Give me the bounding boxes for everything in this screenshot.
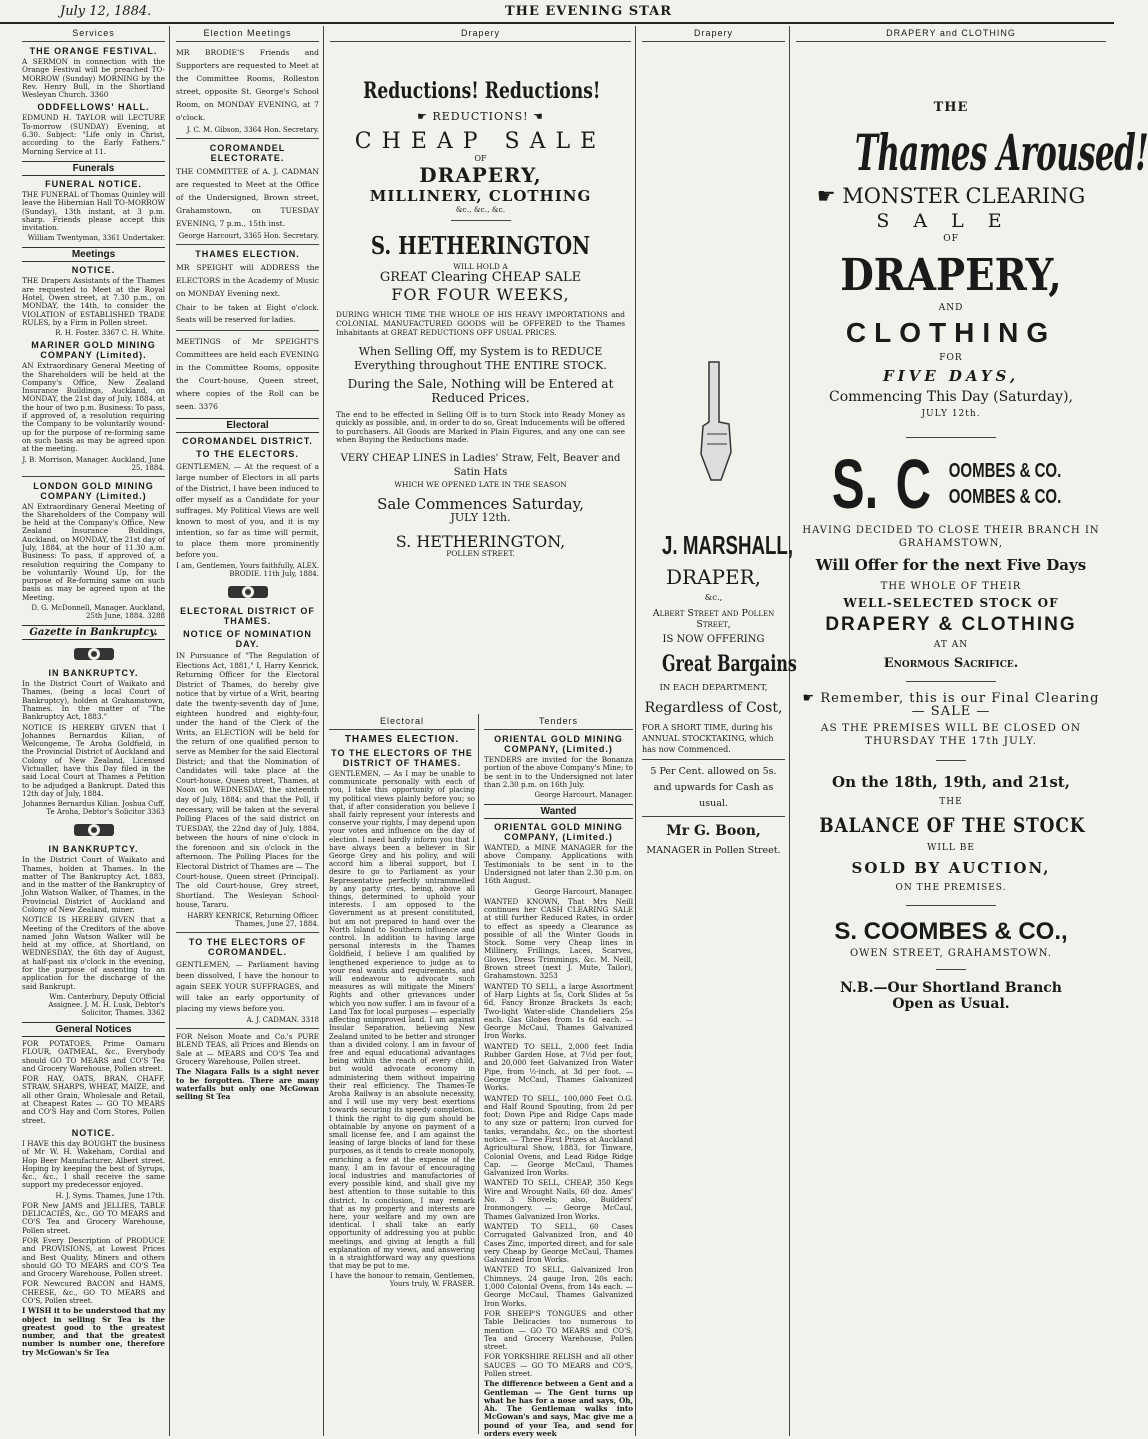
sold-by-auction: SOLD BY AUCTION,	[851, 859, 1051, 877]
speight-notice: MR SPEIGHT will ADDRESS the ELECTORS in the Academy of Music on MONDAY Evening next.	[176, 263, 319, 298]
general-notices-header: General Notices	[22, 1022, 165, 1037]
wanted-6: WANTED TO SELL, 60 Cases Corrugated Galvanized Iron, and 40 Cases Zinc, imported direct, and for sale very Cheap by George McCaul, Thames Galvanized Iron Works.	[484, 1221, 633, 1265]
premises-closed: AS THE PREMISES WILL BE CLOSED ON THURSDAY THE 17th JULY.	[820, 722, 1082, 747]
coombes-initial-s: S.	[831, 445, 878, 523]
divider	[451, 220, 511, 221]
brodie-letter-close: I am, Gentlemen, Yours faithfully, ALEX. BRODIE. 11th July, 1884.	[176, 562, 319, 578]
cheap-sale: CHEAP SALE	[354, 129, 607, 154]
thames-election-title: THAMES ELECTION.	[195, 249, 300, 259]
funerals-header: Funerals	[22, 161, 165, 176]
brodie-signature: J. C. M. Gibson, 3364 Hon. Secretary.	[186, 126, 319, 134]
tenders-wanted-subcolumn	[481, 714, 636, 1439]
general-notice-3: FOR New JAMS and JELLIES, TABLE DELICACIES, &c., GO TO MEARS and CO'S Tea and Grocery Warehouse, Pollen street.	[22, 1200, 165, 1235]
commencing: Commencing This Day (Saturday),	[828, 389, 1073, 405]
bankruptcy-2-text: In the District Court of Waikato and Thames, holden at Thames. In the matter of The Bankruptcy Act, 1883, and in the matter of the Bankruptcy of John Watson Walker, of Thames, in the Provincial District of Auckland and Colony of New Zealand, miner.	[22, 855, 165, 914]
section-header-drapery-clothing: DRAPERY and CLOTHING	[796, 26, 1106, 42]
notice-title: NOTICE.	[71, 265, 116, 276]
gazette-header: Gazette in Bankruptcy.	[22, 625, 165, 640]
stocktaking-notice: FOR A SHORT TIME, during his ANNUAL STOCKTAKING, which has now Commenced.	[642, 723, 774, 754]
pointing-hand-icon: ☛	[417, 110, 433, 123]
funeral-signature: William Twentyman, 3361 Undertaker.	[27, 234, 165, 243]
notice-2-title: NOTICE.	[71, 1127, 116, 1138]
at-an: AT AN	[933, 640, 969, 650]
column-services	[18, 26, 170, 1436]
notice-signature: R. H. Foster. 3367 C. H. White.	[55, 329, 165, 338]
niagara-notice: The Niagara Falls is a sight never to be forgotten. There are many waterfalls but only one McGowan selling St Tea	[176, 1067, 319, 1102]
electoral-district-thames-title: ELECTORAL DISTRICT OF THAMES.	[180, 606, 315, 626]
general-notice-1: FOR POTATOES, Prime Oamaru FLOUR, OATMEAL, &c., Everybody should GO TO MEARS and CO'S Tea and Grocery Warehouse, Pollen street.	[22, 1038, 165, 1073]
london-signature: D. G. McDonnell, Manager. Auckland, 25th June, 1884. 3288	[31, 604, 165, 621]
having-decided: HAVING DECIDED TO CLOSE THEIR BRANCH IN GRAHAMSTOWN,	[802, 525, 1100, 549]
coombes-line-1: OOMBES & CO.	[949, 460, 1062, 482]
london-title: LONDON GOLD MINING COMPANY (Limited.)	[33, 480, 154, 501]
oddfellows-text: EDMUND H. TAYLOR will LECTURE To-morrow (SUNDAY) Evening, at 6.30. Subject: "Life only in Christ, according to the Early Fathers." Morning Service at 11.	[22, 113, 165, 156]
pointing-hand-icon: ☚	[528, 110, 544, 123]
cash-discount: 5 Per Cent. allowed on 5s. and upwards for Cash as usual.	[650, 766, 777, 809]
for-label: FOR	[939, 353, 963, 363]
sale-date: JULY 12th.	[450, 511, 511, 525]
pointing-hand-icon	[689, 362, 739, 482]
speight-notice-2: Chair to be taken at Eight o'clock. Seats will be reserved for ladies.	[176, 303, 319, 324]
whole-of-their: THE WHOLE OF THEIR	[880, 581, 1022, 592]
divider	[642, 759, 785, 760]
cadman-committee-notice: THE COMMITTEE of A. J. CADMAN are requested to Meet at the Office of the Undersigned, Brown street, Grahamstown, on TUESDAY EVENING, 7 p.m., 15th inst.	[176, 167, 319, 228]
now-offering: IS NOW OFFERING	[662, 634, 765, 645]
of-label: OF	[474, 154, 487, 163]
monster-clearing	[796, 184, 1106, 208]
notice-2-text: I HAVE this day BOUGHT the business of Mr W. H. Wakeham, Cordial and Hop Beer Manufacturer, Albert street. Hoping by keeping the best of Syrups, &c., &c., I shall receive the same support my predecessor enjoyed.	[22, 1138, 165, 1190]
five-days: FIVE DAYS,	[882, 367, 1020, 385]
divider	[176, 138, 319, 139]
divider	[906, 437, 996, 438]
nomination-notice: IN Pursuance of "The Regulation of Elections Act, 1881," I, Harry Kenrick, Returning Officer for the Electoral District of Thames, do hereby give notice that by virtue of a Writ, bearing date the twenty-seventh day of June, eighteen hundred and eighty-four, under the hand of the Clerk of the Writs, an ELECTION will be held for the return of one qualified person to serve as Member for the said Electoral District; and that the Nomination of Candidates will take place at the Court-house, Queen street, Thames, at Noon on WEDNESDAY, the sixteenth day of July, 1884; and that the Poll, if necessary, will be taken at the several Polling Places of the said district on TUESDAY, the 22nd day of July, 1884, between the hours of nine o'clock in the forenoon and six o'clock in the afternoon. The Polling Places for the Electoral District of Thames are — The Court-house, Queen street (Principal). The old Court-house, Grey street, Shortland. The Wesleyan School-house, Tararu.	[176, 651, 319, 910]
during-sale: During the Sale, Nothing will be Entered at Reduced Prices.	[347, 376, 614, 405]
notice-2-signature: H. J. Syms. Thames, June 17th.	[55, 1191, 165, 1200]
wanted-1: WANTED KNOWN, That Mrs Neill continues her CASH CLEARING SALE at still further Reduced Rates, in order to effect as speedy a Clearance as possible of all the Winter Goods in Stock. Some very Cheap lines in Millinery, Frillings, Laces, Scarves, Gloves, Dress Trimmings, &c. M. Neill, Brown street (next J. Mute, Tailor), Grahamstown. 3253	[484, 896, 633, 981]
drapery-label: DRAPERY,	[419, 163, 542, 187]
enormous-sacrifice: Enormous Sacrifice.	[883, 656, 1019, 671]
pointing-hand-icon: ☛	[816, 184, 843, 208]
divider	[22, 476, 165, 477]
divider	[176, 244, 319, 245]
wanted-7: WANTED TO SELL, Galvanized Iron Chimneys, 24 gauge Iron, 20s each; 1,000 Colonial Ovens, from 14s each. — George McCaul, Thames Galvanized Iron Works.	[484, 1265, 633, 1308]
etc-label: &c., &c., &c.	[455, 205, 506, 214]
great-clearing: GREAT Clearing CHEAP SALE	[379, 270, 582, 285]
wanted-5: WANTED TO SELL, CHEAP, 350 Kegs Wire and Wrought Nails, 60 doz. Ames' No. 3 Shovels; also, Builders' Ironmongery. — George McCaul, Thames Galvanized Iron Works.	[484, 1178, 633, 1221]
electoral-subcolumn	[326, 714, 479, 1434]
draper-label: DRAPER,	[665, 565, 761, 589]
pointing-hand-icon: ☛	[802, 691, 821, 706]
the-label-2: THE	[939, 797, 963, 807]
meetings-header: Meetings	[22, 247, 165, 262]
balance-of-stock: BALANCE OF THE STOCK	[819, 813, 1086, 837]
masthead-title: THE EVENING STAR	[505, 4, 673, 19]
funeral-text: THE FUNERAL of Thomas Quinley will leave the Hibernian Hall TO-MORROW (Sunday), 13th instant, at 3 p.m. sharp. Friends please accept this invitation.	[22, 189, 165, 233]
owen-street: OWEN STREET, GRAHAMSTOWN.	[849, 948, 1053, 959]
shortland-branch: N.B.—Our Shortland Branch Open as Usual.	[840, 980, 1062, 1012]
section-header-services: Services	[22, 26, 165, 42]
reductions-text: REDUCTIONS!	[432, 110, 529, 123]
will-hold: WILL HOLD A	[453, 262, 508, 271]
divider	[176, 932, 319, 933]
reductions-subline	[330, 110, 631, 123]
wanted-9: FOR YORKSHIRE RELISH and all other SAUCES — GO TO MEARS and CO'S, Pollen street.	[484, 1352, 633, 1378]
oddfellows-title: ODDFELLOWS' HALL.	[37, 102, 150, 113]
wanted-10: The difference between a Gent and a Gentleman — The Gent turns up what he has for a nose and says, Oh, Ah. The Gentleman walks into McGowan's and says, Mac give me a pound of your Tea, and send for orders every week	[484, 1379, 633, 1439]
general-notice-5: FOR Newcured BACON and HAMS, CHEESE, &c., GO TO MEARS and CO'S, Pollen street.	[22, 1279, 165, 1305]
orange-title: THE ORANGE FESTIVAL.	[29, 46, 158, 56]
to-the-electors-title: TO THE ELECTORS.	[196, 449, 299, 459]
divider	[176, 330, 319, 331]
hetherington-advert	[330, 78, 631, 558]
sale-label: SALE	[876, 210, 1026, 232]
on-the-premises: ON THE PREMISES.	[895, 883, 1007, 893]
each-department: IN EACH DEPARTMENT,	[659, 683, 768, 693]
auction-dates: On the 18th, 19th, and 21st,	[832, 773, 1070, 791]
thames-aroused: Thames Aroused!	[854, 123, 1148, 182]
hetherington-name: S. HETHERINGTON	[370, 231, 591, 260]
royal-crest-icon	[72, 820, 116, 840]
cadman-committee-signature: George Harcourt, 3365 Hon. Secretary.	[178, 232, 319, 240]
london-text: AN Extraordinary General Meeting of the Shareholders of the Company will be held at the Company's Office, New Zealand Insurance Buildings, Auckland, on MONDAY, the 21st day of July, 1884, at the hour of 11.30 a.m. Business: To pass, if approved of, a resolution requiring the Company to be voluntarily Wound Up, for the purpose of Re-forming same on such basis as may be agreed upon at the Meeting.	[22, 501, 165, 602]
section-header-drapery: Drapery	[330, 26, 631, 42]
drapery-big: DRAPERY,	[840, 250, 1062, 301]
mariner-title: MARINER GOLD MINING COMPANY (Limited).	[31, 340, 156, 361]
section-header-election-meetings: Election Meetings	[176, 26, 319, 42]
regardless-of-cost: Regardless of Cost,	[644, 700, 783, 716]
four-weeks: FOR FOUR WEEKS,	[391, 285, 570, 304]
coombes-initial-c: C	[895, 445, 931, 523]
divider	[642, 816, 785, 817]
nomination-signature: HARRY KENRICK, Returning Officer. Thames, June 27, 1884.	[187, 912, 319, 929]
monster-clearing-text: MONSTER CLEARING	[842, 184, 1086, 208]
bankruptcy-1-notice: NOTICE IS HEREBY GIVEN that I Johannes Bernardus Kilian, of Welcongeme, Te Aroha Goldfield, in the Provincial District of Auckland and Colony of New Zealand, Licensed Victualler, have this Day filed in the said Local Court at Thames a Petition to be adjudged a Bankrupt. Dated this 12th day of July, 1884.	[22, 722, 165, 798]
general-notice-4: FOR Every Description of PRODUCE and PROVISIONS, at Lowest Prices and Best Quality, Miners and others should GO TO MEARS and CO'S Tea and Grocery Warehouse, Pollen street.	[22, 1235, 165, 1279]
sale-commences: Sale Commences Saturday,	[377, 495, 584, 514]
well-selected-stock: WELL-SELECTED STOCK OF	[843, 596, 1059, 610]
boon-manager: MANAGER in Pollen Street.	[646, 845, 781, 856]
brodie-letter: GENTLEMEN, — At the request of a large number of Electors in all parts of the District, I have been induced to offer myself as a Candidate for your suffrages. My Political Views are well known to most of you, and it is my intention, so far as time will permit, to place them more prominently before you.	[176, 462, 319, 559]
coromandel-district-title: COROMANDEL DISTRICT.	[182, 436, 313, 446]
section-header-drapery-2: Drapery	[642, 26, 785, 42]
nelson-moate-notice: FOR Nelson Moate and Co.'s PURE BLEND TEAS, all Prices and Blends on Sale at — MEARS and CO'S Tea and Grocery Warehouse, Pollen street.	[176, 1032, 319, 1066]
mariner-text: AN Extraordinary General Meeting of the Shareholders will be held at the Company's Office, New Zealand Insurance Buildings, Auckland, on MONDAY, the 21st day of July, 1884, at the hour of two p.m. Business: To pass, if approved of, a resolution requiring the Company to be voluntarily wound-up for the purpose of re-forming same on such basis as may be agreed upon at the meeting.	[22, 361, 165, 454]
oriental-2-title: ORIENTAL GOLD MINING COMPANY, (Limited.)	[494, 822, 623, 843]
fraser-close: I have the honour to remain, Gentlemen, Yours truly, W. FRASER.	[330, 1272, 475, 1289]
divider	[906, 905, 996, 906]
and-label: AND	[938, 303, 964, 313]
when-selling: When Selling Off, my System is to REDUCE Everything throughout THE ENTIRE STOCK.	[354, 344, 607, 372]
oriental-signature: George Harcourt, Manager.	[534, 791, 633, 800]
wanted-3: WANTED TO SELL, 2,000 feet India Rubber Garden Hose, at 7½d per foot, and 20,000 feet Galvanized Iron Water Pipe, from ½-inch, at 3d per foot. — George McCaul, Thames Galvanized Works.	[484, 1041, 633, 1093]
speight-committees-notice: MEETINGS of Mr SPEIGHT'S Committees are held each EVENING in the Committee Rooms, opposite the Court-house, Queen street, where copies of the Roll can be seen. 3376	[176, 337, 319, 411]
drapery-lower-section	[326, 714, 636, 1439]
july-12: JULY 12th.	[921, 409, 981, 419]
bankruptcy-2-title: IN BANKRUPTCY.	[48, 844, 139, 855]
coombes-logo	[796, 445, 1106, 523]
fraser-letter: GENTLEMEN, — As I may be unable to communicate personally with each of you, I take this opportunity of placing my political views plainly before you; so that, if after consideration you believe I shall fairly represent your interests and conserve your rights, I may depend upon your votes and influence on the day of election. I need hardly inform you that I have always been a believer in Sir George Grey and his policy, and will accord him a liberal support, but I desire to go to Parliament as your Representative perfectly untrammelled by any party cries, being, above all things, determined to uphold your interests. I am opposed to the Government as at present constituted, but am not prepared to hand over the North Island to Southern influence and control. In addition to having large personal interests in the Thames Goldfield, I believe I am qualified by lengthened experience to judge as to your real wants and requirements, and will endeavour to advocate such measures as will mitigate the Miners' Rights and other grievances under which you now suffer. I am in favour of a Land Tax for local purposes — especially affecting unimproved land. I am against Insular Separation, believing New Zealand united to be better and stronger than a divided colony. I am in favour of free and equal educational advantages being within the reach of every child, but would advocate economy in administering them without impairing their real efficiency. The Thames-Te Aroha Railway is an absolute necessity, and I will use my very best exertions towards securing its speedy completion. I think the right to dig gum should be obtainable by anyone on payment of a small license fee, and I am against the leasing of large blocks of land for these purposes, as it tends to create monopoly, enriching a few at the expense of the many. I am in favour of encouraging local industries and manufactories of every possible kind, and shall give my best attention to those suitable to this district. In conclusion, I may remark that as my property and interests are here, your welfare and my own are identical. I shall take an early opportunity of addressing you at public meetings, and giving at length a full explanation of my views, and answering in a straightforward way any questions that may be put to me.	[329, 770, 475, 1271]
electoral-header: Electoral	[329, 714, 475, 730]
royal-crest-icon	[72, 644, 116, 664]
notice-text: THE Drapers Assistants of the Thames are requested to Meet at the Royal Hotel, Owen street, at 7.30 p.m., on MONDAY, the 14th, to consider the VIOLATION of ESTABLISHED TRADE RULES, by a Firm in Pollen street.	[22, 276, 165, 327]
general-notice-2: FOR HAY, OATS, BRAN, CHAFF, STRAW, SHARPS, WHEAT, MAIZE, and all other Grain, Wholesale and Retail, at Cheapest Rates — GO TO MEARS and CO'S Hay and Corn Stores, Pollen street.	[22, 1074, 165, 1125]
coombes-footer: S. COOMBES & CO.,	[834, 918, 1068, 945]
final-clearing-text: Remember, this is our Final Clearing — SALE —	[820, 691, 1100, 719]
the-label: THE	[933, 100, 969, 115]
will-offer: Will Offer for the next Five Days	[815, 556, 1087, 574]
masthead-date: July 12, 1884.	[60, 4, 152, 19]
final-clearing	[796, 692, 1106, 718]
brodie-notice: MR BRODIE'S Friends and Supporters are requested to Meet at the Committee Rooms, Rolleston street, opposite St. George's School Room, on MONDAY EVENING, at 7 o'clock.	[176, 48, 319, 122]
cadman-letter-title: TO THE ELECTORS OF COROMANDEL.	[188, 937, 307, 958]
divider	[936, 969, 966, 970]
drapery-clothing: DRAPERY & CLOTHING	[825, 614, 1077, 635]
divider	[906, 681, 996, 682]
coromandel-electorate-title: COROMANDEL ELECTORATE.	[209, 143, 286, 163]
orange-text: A SERMON in connection with the Orange Festival will be preached TO-MORROW (Sunday) MORNING by the Rev. Henry Bull, in the Shortland Wesleyan Church. 3360	[22, 57, 165, 100]
wanted-4: WANTED TO SELL, 100,000 Feet O.G. and Half Round Spouting, from 2d per foot; Down Pipe and Ridge Caps made to any size or pattern; Iron curved for tanks, verandahs, &c., on the shortest notice. — Three First Prizes at Auckland Agricultural Show, 1883, for Tinware, Colonial Ovens, and Lead Ridge Ridge Cap. — George McCaul, Thames Galvanized Iron Works.	[484, 1093, 633, 1178]
cadman-signature: A. J. CADMAN. 3318	[246, 1016, 319, 1025]
wanted-header: Wanted	[484, 804, 633, 819]
coombes-lines	[930, 458, 1080, 510]
column-drapery-clothing-coombes	[792, 26, 1148, 1436]
oriental-tenders: TENDERS are invited for the Bonanza portion of the above Company's Mine; to be sent in to the Undersigned not later than 2.30 p.m. on 16th July.	[484, 755, 633, 789]
marshall-name: J. MARSHALL,	[662, 530, 794, 560]
royal-crest-icon	[226, 582, 270, 602]
opened-late: WHICH WE OPENED LATE IN THE SEASON	[394, 480, 567, 490]
marshall-address: Albert Street and Pollen Street,	[652, 608, 775, 630]
pollen-street: POLLEN STREET.	[446, 549, 515, 559]
cheap-lines: VERY CHEAP LINES in Ladies' Straw, Felt, Beaver and Satin Hats	[340, 453, 621, 479]
column-drapery-hetherington	[326, 26, 636, 1439]
will-be: WILL BE	[927, 843, 975, 853]
cadman-letter: GENTLEMEN, — Parliament having been dissolved, I have the honour to again SEEK YOUR SUFFRAGES, and will take an early opportunity of placing my views before you.	[176, 960, 319, 1014]
bankruptcy-1-signature: Johannes Bernardus Kilian. Joshua Cuff, Te Aroha, Debtor's Solicitor 3363	[22, 800, 165, 817]
electoral-header: Electoral	[176, 418, 319, 433]
oriental-title: ORIENTAL GOLD MINING COMPANY, (Limited.)	[494, 734, 623, 754]
end-text: The end to be effected in Selling Off is to turn Stock into Ready Money as quickly as possible, and, in order to do so, Great Inducements will be offered to purchasers. All Goods are Marked in Plain Figures, and any one can see when Buying the Reductions made.	[336, 409, 625, 445]
divider	[936, 760, 966, 761]
boon-name: Mr G. Boon,	[666, 823, 761, 839]
nomination-day-title: NOTICE OF NOMINATION DAY.	[183, 629, 312, 649]
bankruptcy-2-signature: Wm. Canterbury, Deputy Official Assignee. J. M. H. Lusk, Debtor's Solicitor, Thames. 3362	[48, 992, 165, 1017]
clothing-big: CLOTHING	[845, 317, 1057, 348]
millinery-clothing: MILLINERY, CLOTHING	[369, 187, 592, 205]
etc-label: &c.,	[704, 593, 723, 603]
bankruptcy-1-text: In the District Court of Waikato and Thames, (being a local Court of Bankruptcy), holden at Grahamstown, Thames. In the matter of "The Bankruptcy Act, 1883."	[22, 679, 165, 722]
funeral-title: FUNERAL NOTICE.	[45, 178, 142, 189]
oriental-2-signature: George Harcourt, Manager.	[534, 887, 633, 896]
coombes-line-2: OOMBES & CO.	[949, 486, 1062, 508]
great-bargains: Great Bargains	[662, 651, 797, 677]
column-drapery-marshall	[638, 26, 797, 1436]
mariner-signature: J. B. Morrison, Manager. Auckland, June 25, 1884.	[22, 455, 165, 472]
bankruptcy-2-notice: NOTICE IS HEREBY GIVEN that a Meeting of the Creditors of the above named John Watson Walker will be held at my office, at Shortland, on WEDNESDAY, the 6th day of August, at half-past six o'clock in the evening, for the purpose of assenting to an application for the discharge of the said Bankrupt.	[22, 915, 165, 991]
masthead	[0, 0, 1114, 24]
reductions-headline: Reductions! Reductions!	[363, 78, 601, 104]
during-text: DURING WHICH TIME THE WHOLE OF HIS HEAVY IMPORTATIONS and COLONIAL MANUFACTURED GOODS will be OFFERED to the Thames Inhabitants at GREAT REDUCTIONS OFF USUAL PRICES.	[336, 310, 625, 337]
wanted-8: FOR SHEEP'S TONGUES and other Table Delicacies too numerous to mention — GO TO MEARS and CO'S, Tea and Grocery Warehouse, Pollen street.	[484, 1308, 633, 1352]
oriental-wanted: WANTED, a MINE MANAGER for the above Company. Applications with Testimonials to be sent in to the Undersigned not later than 2.30 p.m. on 16th August.	[484, 843, 633, 886]
of-label: OF	[943, 234, 959, 244]
general-notice-6: I WISH it to be understood that my object in selling Sr Tea is the greatest good to the greatest number, and that the greatest number is number one, therefore try McGowan's Sr Tea	[22, 1306, 165, 1357]
column-election-meetings	[172, 26, 324, 1436]
hetherington-footer: S. HETHERINGTON,	[395, 532, 566, 552]
tenders-header: Tenders	[484, 714, 633, 730]
thames-election-title: THAMES ELECTION.	[344, 734, 460, 745]
to-electors-title: TO THE ELECTORS OF THE DISTRICT OF THAMES.	[331, 748, 473, 768]
wanted-2: WANTED TO SELL, a large Assortment of Harp Lights at 5s, Cork Slides at 5s 6d, Fancy Bronze Brackets 3s each; Two-light Water-slide Chandeliers 25s each. Gas Globes from 1s 6d each. — George McCaul, Thames Galvanized Iron Works.	[484, 981, 633, 1041]
divider	[176, 1028, 319, 1029]
bankruptcy-1-title: IN BANKRUPTCY.	[48, 668, 139, 679]
